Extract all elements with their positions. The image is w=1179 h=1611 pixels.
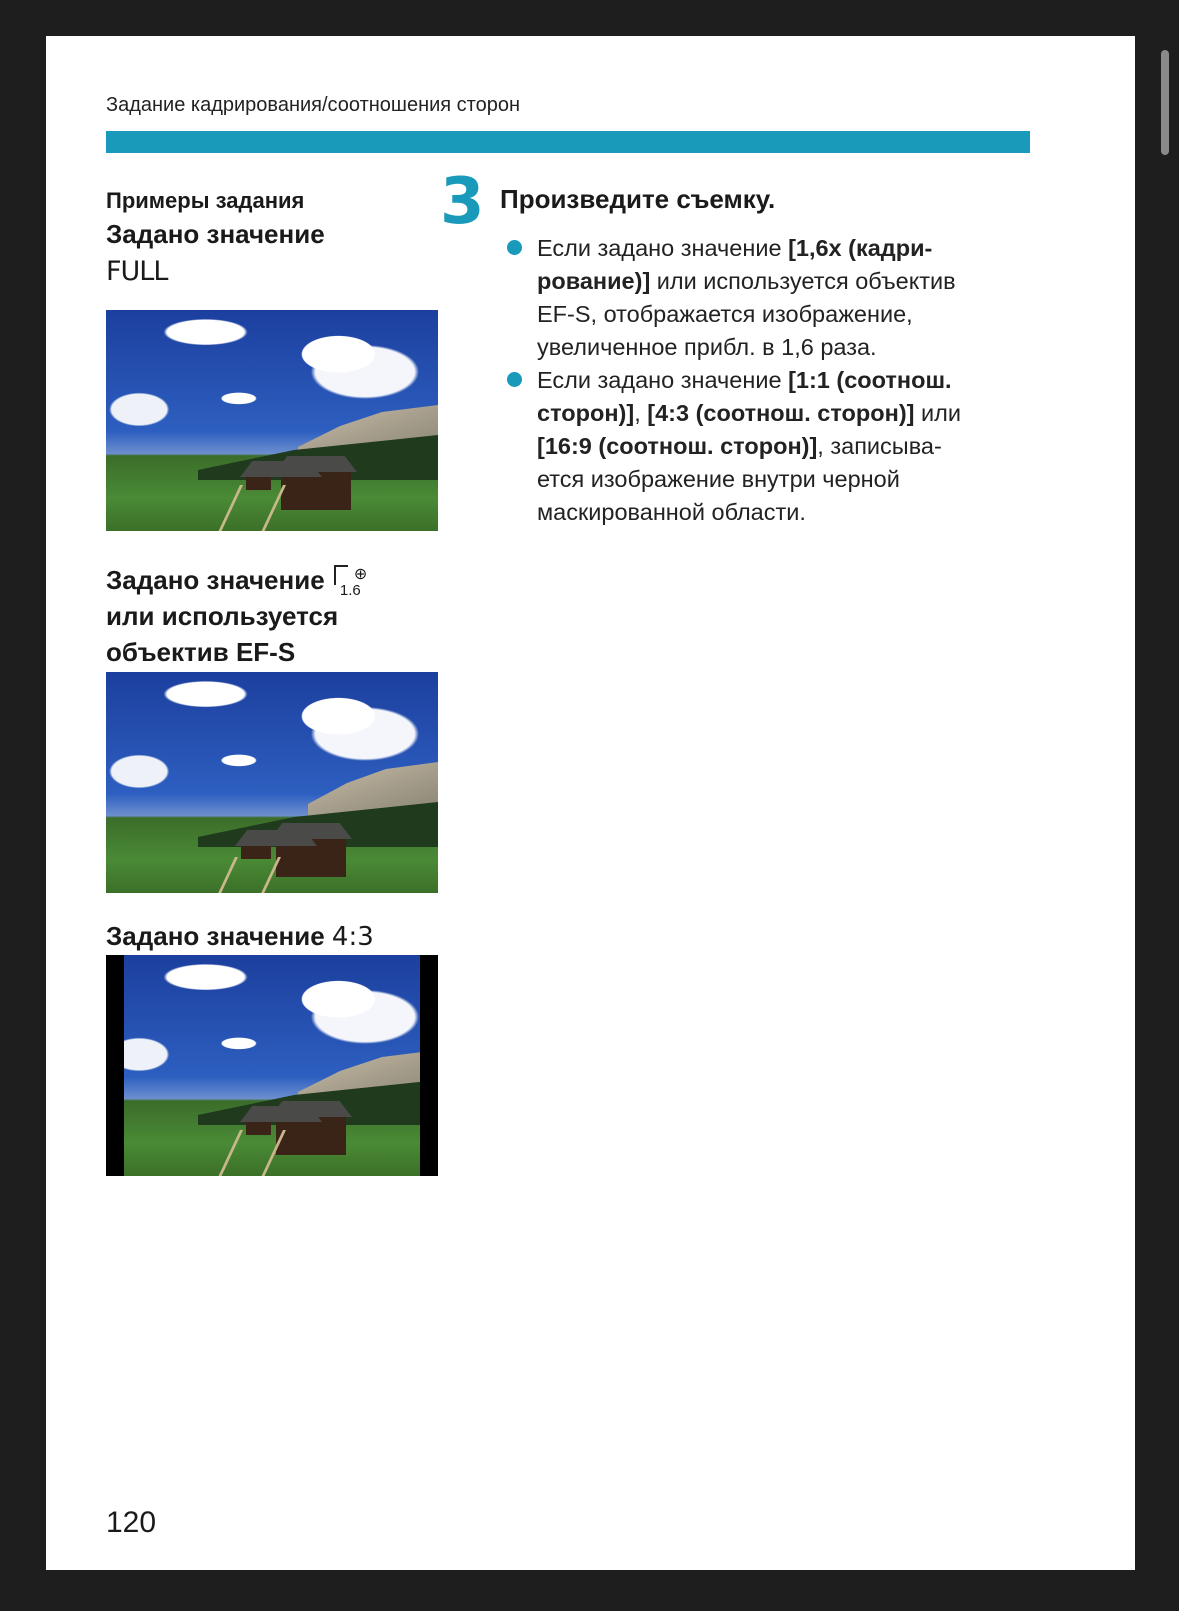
- bullet-1: Если задано значение [1,6x (кадри- рование)] или используется объектив EF-S, отображается изображение, увеличенное прибл. в 1,6 раза.: [537, 232, 1037, 364]
- examples-title: Примеры задания: [106, 188, 305, 213]
- step-title: Произведите съемку.: [500, 184, 776, 214]
- page-number: 120: [106, 1506, 157, 1539]
- example-photo-full: [106, 310, 438, 531]
- document-page: [46, 36, 1135, 1570]
- example1-value: FULL: [106, 256, 168, 287]
- black-mask-left: [106, 955, 124, 1176]
- section-header: Задание кадрирования/соотношения сторон: [106, 94, 521, 116]
- bullet-dot-icon: [507, 240, 522, 255]
- example-photo-4-3: [106, 955, 438, 1176]
- example-photo-crop: [106, 672, 438, 893]
- step-number: 3: [440, 165, 485, 239]
- crop-1-6x-icon: 1.6 ⊕: [332, 563, 370, 593]
- header-bar: [106, 131, 1030, 153]
- bullet-dot-icon: [507, 372, 522, 387]
- example1-heading: Задано значение: [106, 219, 325, 249]
- aspect-4-3-icon: 4:3: [331, 922, 374, 952]
- example2-heading: Задано значение 1.6 ⊕ или используется объектив EF-S: [106, 562, 370, 670]
- bullet-2: Если задано значение [1:1 (соотнош. сторон)], [4:3 (соотнош. сторон)] или [16:9 (соотнош. сторон)], записыва- ется изображение внутри черной маскированной области.: [537, 364, 1037, 529]
- scrollbar[interactable]: [1161, 50, 1169, 155]
- example3-heading: Задано значение 4:3: [106, 921, 374, 952]
- black-mask-right: [420, 955, 438, 1176]
